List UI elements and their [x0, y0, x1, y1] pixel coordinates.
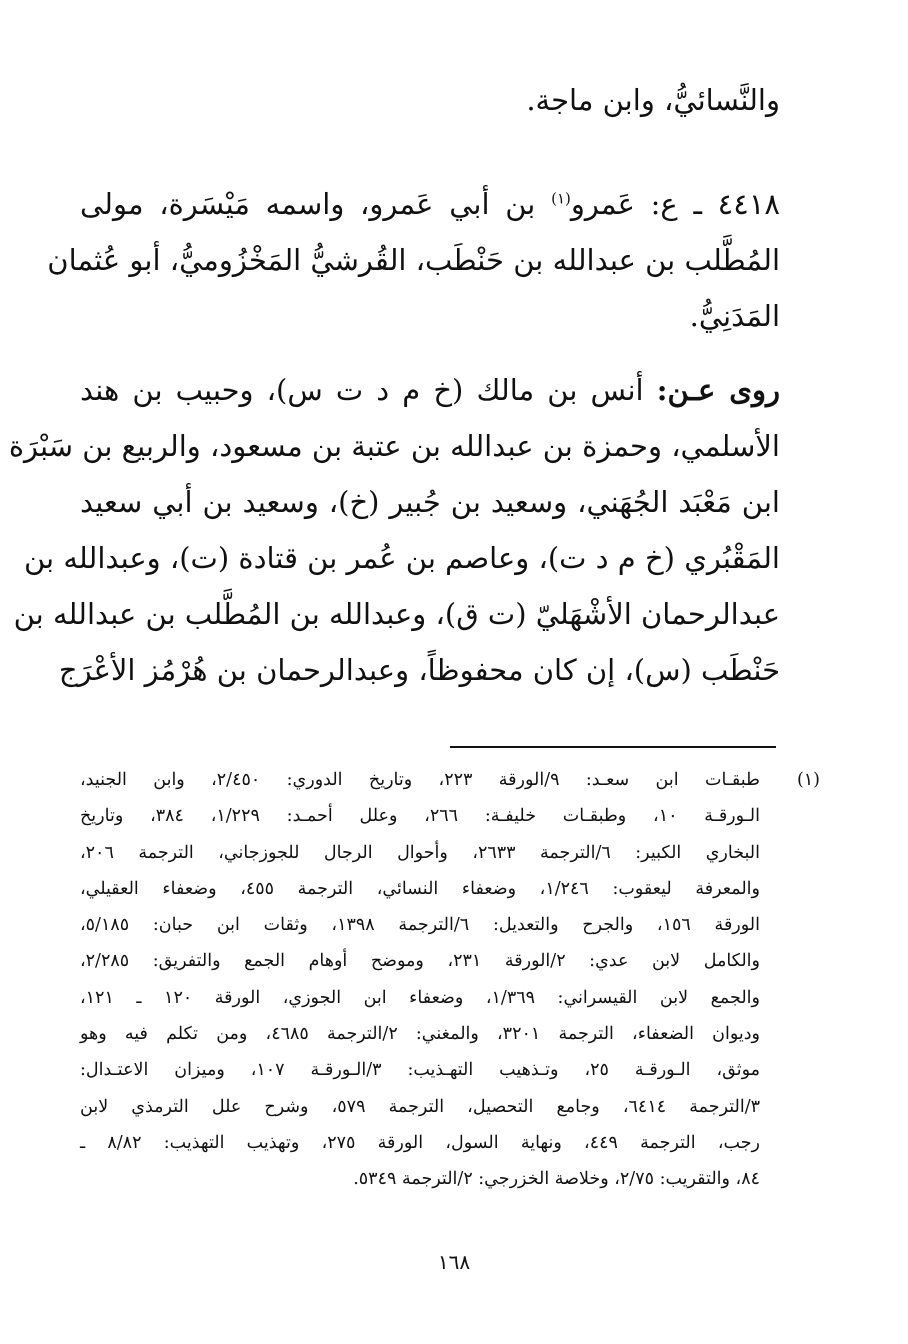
entry-line-2: المُطَّلب بن عبدالله بن حَنْطَب، القُرشيُّ المَخْزُوميُّ، أبو عُثمان: [47, 243, 780, 277]
footnote-reference[interactable]: (١): [551, 189, 571, 208]
narrated-line-3: ابن مَعْبَد الجُهَني، وسعيد بن جُبير (خ)، وسعيد بن أبي سعيد: [80, 485, 780, 519]
footnote-line: وديوان الضعفاء، الترجمة ٣٢٠١، والمغني: ٢/الترجمة ٤٦٨٥، ومن تكلم فيه وهو: [80, 1024, 760, 1045]
entry-line-1-rest: بن أبي عَمرو، واسمه مَيْسَرة، مولى: [80, 187, 536, 221]
narrated-from-section: [8, 362, 781, 698]
page-number: ١٦٨: [437, 1250, 471, 1274]
entry-number-and-name: ٤٤١٨ ـ ع: عَمرو: [570, 187, 780, 221]
footnote-line: موثق، الـورقـة ٢٥، وتـذهيب التهـذيب: ٣/الـورقـة ١٠٧، وميزان الاعتـدال:: [80, 1060, 760, 1081]
footnote-line: والجمع لابن القيسراني: ١/٣٦٩، وضعفاء ابن الجوزي، الورقة ١٢٠ ـ ١٢١،: [80, 987, 760, 1008]
narrated-line-1: [80, 362, 780, 418]
biography-entry-header: [47, 176, 780, 344]
narrated-line-2: الأسلمي، وحمزة بن عبدالله بن عتبة بن مسعود، والربيع بن سَبْرَة: [8, 429, 780, 463]
continuation-text: [80, 72, 780, 128]
footnote: [80, 762, 820, 1198]
footnote-line: رجب، الترجمة ٤٤٩، ونهاية السول، الورقة ٢٧٥، وتهذيب التهذيب: ٨/٨٢ ـ: [80, 1132, 760, 1153]
footnote-line: الورقة ١٥٦، والجرح والتعديل: ٦/الترجمة ١٣٩٨، وثقات ابن حبان: ٥/١٨٥،: [80, 915, 760, 936]
footnote-text: [80, 762, 760, 1198]
narrated-line-4: المَقْبُري (خ م د ت)، وعاصم بن عُمر بن قتادة (ت)، وعبدالله بن: [23, 541, 780, 575]
footnote-line: البخاري الكبير: ٦/الترجمة ٢٦٣٣، وأحوال الرجال للجوزجاني، الترجمة ٢٠٦،: [80, 842, 760, 863]
footnote-line: طبقـات ابن سعـد: ٩/الورقة ٢٢٣، وتاريخ الدوري: ٢/٤٥٠، وابن الجنيد،: [80, 770, 760, 790]
narrated-line-5: عبدالرحمان الأشْهَليّ (ت ق)، وعبدالله بن المُطَّلب بن عبدالله بن: [13, 597, 780, 631]
narrated-line-1-text: أنس بن مالك (خ م د ت س)، وحبيب بن هند: [80, 373, 644, 407]
footnote-number: (١): [796, 770, 820, 790]
footnote-line: الـورقـة ١٠، وطبقـات خليفـة: ٢٦٦، وعلل أحمـد: ١/٢٢٩، ٣٨٤، وتاريخ: [80, 806, 760, 827]
footnote-line: ٣/الترجمة ٦٤١٤، وجامع التحصيل، الترجمة ٥٧٩، وشرح علل الترمذي لابن: [80, 1096, 761, 1117]
entry-line-3: المَدَنِيُّ.: [689, 299, 780, 333]
entry-line-1: [80, 176, 780, 232]
narrated-from-label: روى عـن:: [656, 373, 781, 407]
footnote-line: والمعرفة ليعقوب: ١/٢٤٦، وضعفاء النسائي، الترجمة ٤٥٥، وضعفاء العقيلي،: [80, 878, 760, 899]
narrated-line-6: حَنْطَب (س)، إن كان محفوظاً، وعبدالرحمان بن هُرْمُز الأعْرَج: [58, 653, 780, 687]
footnote-separator: [450, 746, 776, 748]
footnote-line: ٨٤، والتقريب: ٢/٧٥، وخلاصة الخزرجي: ٢/الترجمة ٥٣٤٩.: [353, 1169, 760, 1190]
footnote-line: والكامل لابن عدي: ٢/الورقة ٢٣١، وموضح أوهام الجمع والتفريق: ٢/٢٨٥،: [80, 951, 760, 972]
continuation-line: والنَّسائيُّ، وابن ماجة.: [526, 83, 780, 117]
